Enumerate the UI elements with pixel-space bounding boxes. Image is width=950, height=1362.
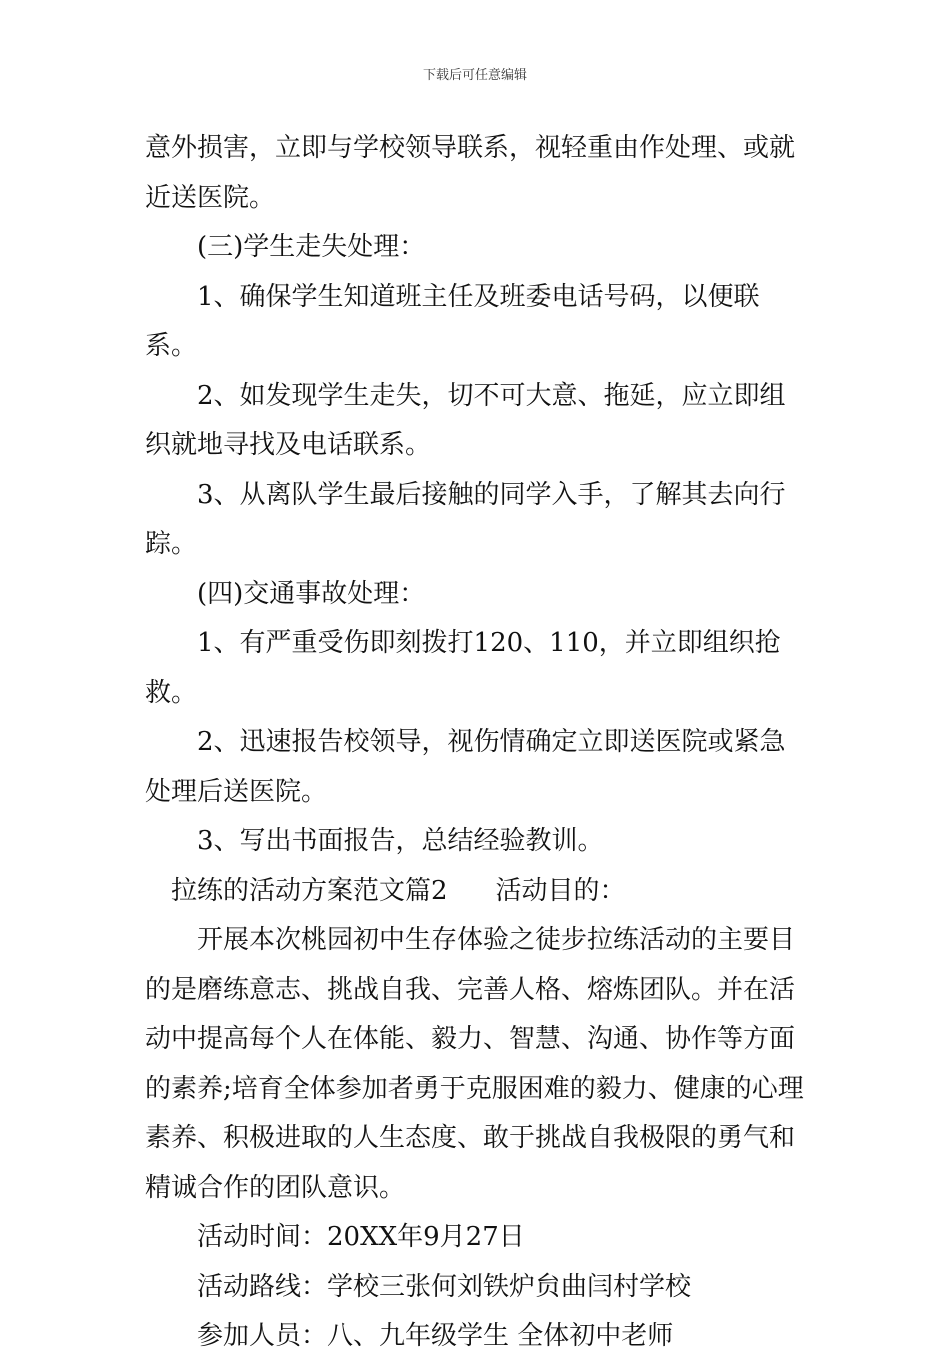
paragraph: 1、有严重受伤即刻拨打120、110，并立即组织抢救。 (145, 628, 781, 708)
paragraph: 开展本次桃园初中生存体验之徒步拉练活动的主要目的是磨练意志、挑战自我、完善人格、熔炼团队。并在活动中提高每个人在体能、毅力、智慧、沟通、协作等方面的素养;培育全体参加者勇于克服困难的毅力、健康的心理素养、积极进取的人生态度、敢于挑战自我极限的勇气和精诚合作的团队意识。 (145, 925, 804, 1203)
paragraph: 意外损害，立即与学校领导联系，视轻重由作处理、或就近送医院。 (145, 133, 796, 213)
paragraph: 1、确保学生知道班主任及班委电话号码，以便联系。 (145, 281, 760, 361)
article-heading (145, 867, 810, 917)
paragraph: 2、如发现学生走失，切不可大意、拖延，应立即组织就地寻找及电话联系。 (145, 380, 786, 460)
section-heading-traffic-accident: (四)交通事故处理： (197, 578, 426, 609)
paragraph: 3、从离队学生最后接触的同学入手，了解其去向行踪。 (145, 479, 786, 559)
article-subtitle: 活动目的： (495, 875, 626, 906)
paragraph: 3、写出书面报告，总结经验教训。 (197, 826, 604, 856)
activity-time: 活动时间：20XX年9月27日 (197, 1222, 525, 1252)
paragraph: 2、迅速报告校领导，视伤情确定立即送医院或紧急处理后送医院。 (145, 727, 786, 807)
activity-route: 活动路线：学校三张何刘铁炉贠曲闫村学校 (197, 1271, 692, 1302)
participants: 参加人员：八、九年级学生 全体初中老师 (197, 1321, 674, 1351)
section-heading-lost-student: (三)学生走失处理： (197, 232, 426, 262)
article-title: 拉练的活动方案范文篇2 (171, 875, 448, 906)
document-body (145, 124, 810, 1362)
page-header: 下载后可任意编辑 (422, 68, 527, 83)
